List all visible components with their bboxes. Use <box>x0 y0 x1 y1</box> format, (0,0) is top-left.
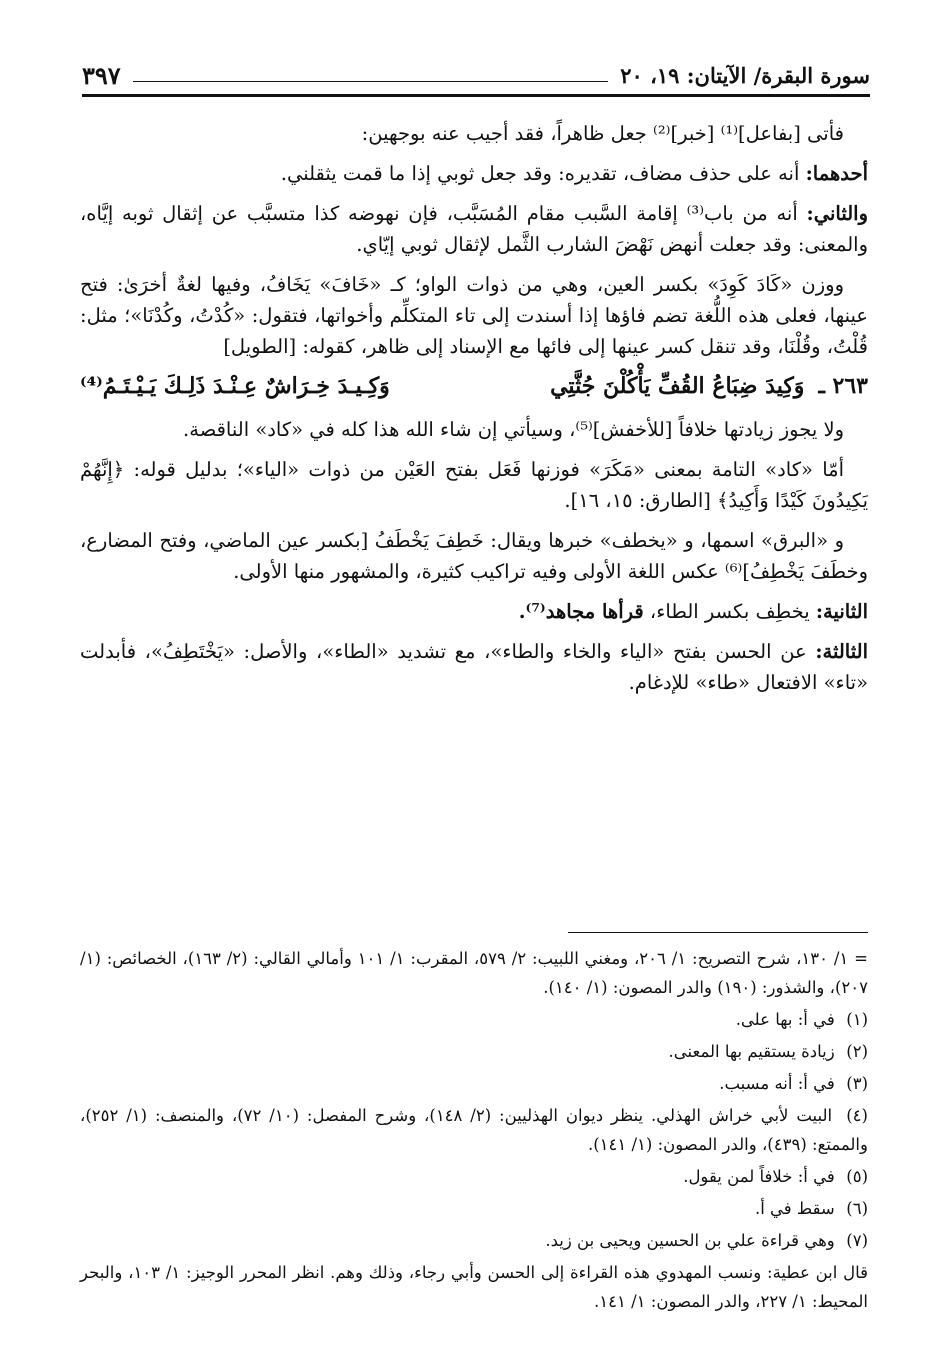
paragraph-bold-tail: قرأها مجاهد⁽⁷⁾. <box>518 600 644 623</box>
paragraph-text: يخطِف بكسر الطاء، <box>643 600 816 623</box>
footnote-text: سقط في أ. <box>754 1199 835 1218</box>
paragraph-text: أنه على حذف مضاف، تقديره: وقد جعل ثوبي إذا ما قمت يثقلني. <box>280 162 806 185</box>
paragraph-text: أنه من باب⁽³⁾ إقامة السَّبب مقام المُسَبَّب، فإن نهوضه كذا متسبَّب عن إثقال ثوبه إيَّاه، والمعنى: وقد جعلت أنهض نَهْضَ الشارب الثَّمل لإثقال ثوبي إيّاي. <box>80 202 868 256</box>
footnote-text: في أ: أنه مسبب. <box>719 1074 835 1093</box>
footnote-number: (٥) <box>846 1167 868 1186</box>
paragraph-text: عن الحسن بفتح «الياء والخاء والطاء»، مع تشديد «الطاء»، والأصل: «يَخْتَطِفُ»، فأبدلت «تاء» الافتعال «طاء» للإدغام. <box>80 640 868 694</box>
page-header <box>82 50 870 97</box>
surah-title: سورة البقرة/ الآيتان: ١٩، ٢٠ <box>620 63 870 88</box>
footnote-number: (٤) <box>846 1106 868 1125</box>
paragraph-label: أحدهما: <box>805 162 868 185</box>
paragraph: ووزن «كَادَ كَوِدَ» بكسر العين، وهي من ذوات الواو؛ كـ «خَافَ» يَخَافُ، وفيها لغةٌ أخرَىٰ: فتح عينها، فعلى هذه اللُّغة تضم فاؤها إذا أسندت إلى تاء المتكلِّم وأخواتها، فتقول: «كُدْتُ، وكُدْنَا»؛ مثل: قُلْتُ، وقُلْنَا، وقد تنقل كسر عينها إلى فائها مع الإسناد إلى ظاهر، كقوله: [الطويل] <box>80 273 868 358</box>
verse-second-hemistich: وَكِـيـدَ خِـرَاشٌ عِـنْـدَ ذَلِـكَ يَـيْـتَـمُ⁽⁴⁾ <box>80 373 390 399</box>
footnote <box>80 1101 868 1159</box>
footnote-text: زيادة يستقيم بها المعنى. <box>668 1042 835 1061</box>
main-text <box>80 118 868 707</box>
paragraph: و «البرق» اسمها، و «يخطف» خبرها ويقال: خَطِفَ يَخْطَفُ [بكسر عين الماضي، وفتح المضارع، وخطَفَ يَخْطِفُ]⁽⁶⁾ عكس اللغة الأولى وفيه تراكيب كثيرة، والمشهور منها الأولى. <box>80 529 868 583</box>
paragraph-label: الثانية: <box>815 600 868 623</box>
paragraph <box>80 636 868 698</box>
header-rule <box>133 81 609 82</box>
paragraph-label: والثاني: <box>806 202 868 225</box>
footnote <box>80 1037 868 1066</box>
paragraph <box>80 596 868 627</box>
footnote-number: (٢) <box>846 1042 868 1061</box>
paragraph: فأتى [بفاعل]⁽¹⁾ [خبر]⁽²⁾ جعل ظاهراً، فقد أجيب عنه بوجهين: <box>361 122 844 145</box>
footnote-number: (٧) <box>846 1231 868 1250</box>
footnote-text: في أ: بها على. <box>735 1010 835 1029</box>
verse-first-hemistich <box>550 371 868 402</box>
verse-right-text: وَكِيدَ ضِبَاعُ القُفِّ يَأْكُلْنَ جُثَّتِي <box>550 373 805 399</box>
paragraph-label: الثالثة: <box>815 640 868 663</box>
footnote-text: في أ: خلافاً لمن يقول. <box>683 1167 835 1186</box>
footnote <box>80 1194 868 1223</box>
footnotes <box>80 944 868 1319</box>
paragraph: ولا يجوز زيادتها خلافاً [للأخفش]⁽⁵⁾، وسيأتي إن شاء الله هذا كله في «كاد» الناقصة. <box>183 418 844 441</box>
footnote <box>80 1069 868 1098</box>
footnote <box>80 1005 868 1034</box>
page-number: ٣٩٧ <box>82 61 121 90</box>
footnote-number: (٣) <box>846 1074 868 1093</box>
footnote <box>80 1226 868 1255</box>
paragraph <box>80 198 868 260</box>
footnote-number: (٦) <box>846 1199 868 1218</box>
footnote-number: (١) <box>846 1010 868 1029</box>
paragraph: أمّا «كاد» التامة بمعنى «مَكَرَ» فوزنها فَعَل بفتح العَيْن من ذوات «الياء»؛ بدليل قوله: ﴿إِنَّهُمْ يَكِيدُونَ كَيْدًا وَأَكِيدُ﴾ [الطارق: ١٥، ١٦]. <box>80 458 868 512</box>
paragraph <box>80 158 868 189</box>
footnote-continuation: = ١/ ١٣٠، شرح التصريح: ١/ ٢٠٦، ومغني اللبيب: ٢/ ٥٧٩، المقرب: ١/ ١٠١ وأمالي القالي: (٢/ ١٦٣)، الخصائص: (١/ ٢٠٧)، والشذور: (١٩٠) والدر المصون: (١/ ١٤٠). <box>80 949 868 997</box>
footnote-text: وهي قراءة علي بن الحسين ويحيى بن زيد. <box>545 1231 835 1250</box>
footnote <box>80 1162 868 1191</box>
poetry-verse <box>80 371 868 402</box>
footnote-extra: قال ابن عطية: ونسب المهدوي هذه القراءة إلى الحسن وأبي رجاء، وذلك وهم. انظر المحرر الوجيز: ١/ ١٠٣، والبحر المحيط: ١/ ٢٢٧، والدر المصون: ١/ ١٤١. <box>80 1263 869 1311</box>
footnote-separator <box>568 932 868 933</box>
footnote-text: البيت لأبي خراش الهذلي. ينظر ديوان الهذليين: (٢/ ١٤٨)، وشرح المفصل: (١٠/ ٧٢)، والمنصف: (١/ ٢٥٢)، والممتع: (٤٣٩)، والدر المصون: (١/ ١٤١). <box>80 1106 868 1154</box>
verse-number: ٢٦٣ ـ <box>818 373 868 399</box>
